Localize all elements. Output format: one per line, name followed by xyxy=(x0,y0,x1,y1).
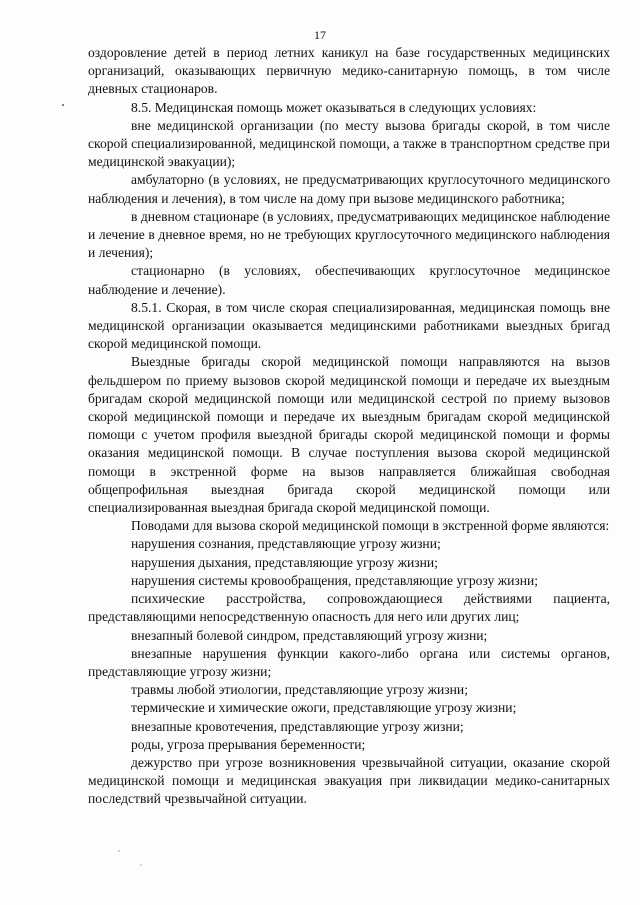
paragraph-condition-outside: вне медицинской организации (по месту вызова бригады скорой, в том числе скорой специализированной, медицинской помощи, а также в транспортном средстве при медицинской эвакуации); xyxy=(88,117,610,170)
list-item: роды, угроза прерывания беременности; xyxy=(131,736,366,752)
paragraph-condition-day-hospital: в дневном стационаре (в условиях, предусматривающих медицинское наблюдение и лечение в дневное время, но не требующих круглосуточного медицинского наблюдения и лечения); xyxy=(88,208,610,261)
paragraph-condition-inpatient: стационарно (в условиях, обеспечивающих круглосуточное медицинское наблюдение и лечение). xyxy=(88,263,610,297)
paragraph-emergency-reasons-intro: Поводами для вызова скорой медицинской помощи в экстренной форме являются: xyxy=(131,518,610,534)
paragraph-section-8-5: 8.5. Медицинская помощь может оказываться в следующих условиях: xyxy=(131,99,537,115)
list-item: психические расстройства, сопровождающиеся действиями пациента, представляющими непосредственную опасность для него или других лиц; xyxy=(88,591,610,625)
list-item: внезапные нарушения функции какого-либо органа или системы органов, представляющие угрозу жизни; xyxy=(88,645,610,679)
scan-speck xyxy=(62,104,64,106)
paragraph-condition-outpatient: амбулаторно (в условиях, не предусматривающих круглосуточного медицинского наблюдения и лечения), в том числе на дому при вызове медицинского работника; xyxy=(88,172,610,206)
paragraph-section-8-5-1: 8.5.1. Скорая, в том числе скорая специализированная, медицинская помощь вне медицинской организации оказывается медицинскими работниками выездных бригад скорой медицинской помощи. xyxy=(88,299,610,352)
page-number: 17 xyxy=(314,28,326,42)
list-item: внезапные кровотечения, представляющие угрозу жизни; xyxy=(131,718,464,734)
list-item: внезапный болевой синдром, представляющий угрозу жизни; xyxy=(131,627,488,643)
document-body xyxy=(88,44,610,809)
list-item: термические и химические ожоги, представляющие угрозу жизни; xyxy=(131,700,517,716)
paragraph-continuation: оздоровление детей в период летних каникул на базе государственных медицинских организаций, оказывающих первичную медико-санитарную помощь, в том числе дневных стационаров. xyxy=(88,45,610,97)
scan-speck xyxy=(118,850,120,852)
list-item: травмы любой этиологии, представляющие угрозу жизни; xyxy=(131,682,468,698)
paragraph-ambulance-teams: Выездные бригады скорой медицинской помощи направляются на вызов фельдшером по приему вызовов скорой медицинской помощи и передаче их выездным бригадам скорой медицинской помощи или медицинской сестрой по приему вызовов скорой медицинской помощи и передаче их выездным бригадам скорой медицинской помощи с учетом профиля выездной бригады скорой медицинской помощи и формы оказания медицинской помощи. В случае поступления вызова скорой медицинской помощи в экстренной форме на вызов направляется ближайшая свободная общепрофильная выездная бригада скорой медицинской помощи или специализированная выездная бригада скорой медицинской помощи. xyxy=(88,354,610,516)
list-item: нарушения системы кровообращения, представляющие угрозу жизни; xyxy=(131,572,539,588)
list-item: нарушения сознания, представляющие угрозу жизни; xyxy=(131,536,441,552)
list-item: нарушения дыхания, представляющие угрозу жизни; xyxy=(131,554,438,570)
list-item: дежурство при угрозе возникновения чрезвычайной ситуации, оказание скорой медицинской помощи и медицинская эвакуация при ликвидации медико-санитарных последствий чрезвычайной ситуации. xyxy=(88,754,610,807)
scan-speck xyxy=(140,864,142,866)
